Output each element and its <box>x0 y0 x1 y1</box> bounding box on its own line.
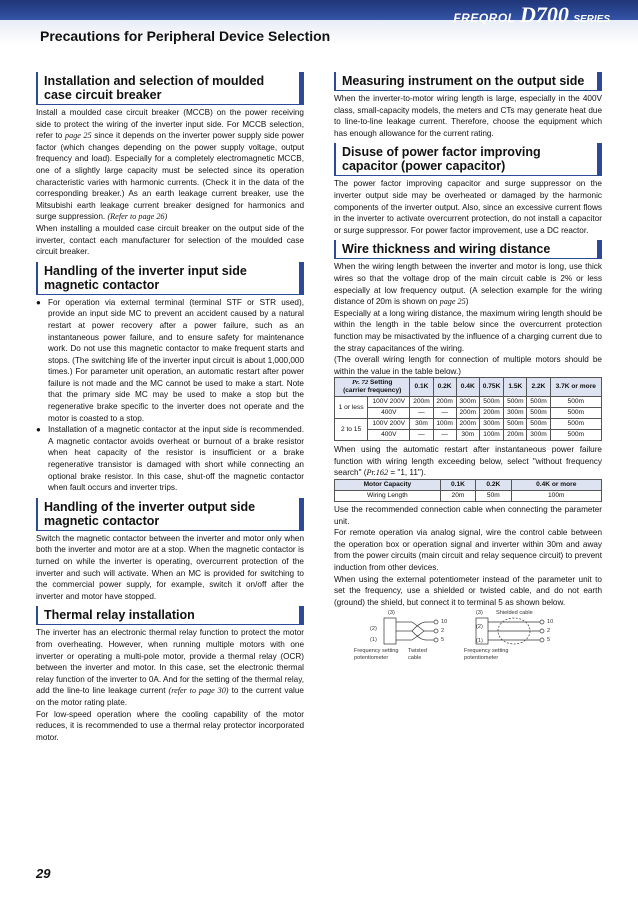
table-cell: 200m <box>456 408 479 419</box>
section-measuring <box>334 72 602 139</box>
table-cell: 200m <box>456 419 479 430</box>
table-cell: 400V <box>368 430 410 441</box>
table-cell: 100m <box>433 419 456 430</box>
table-cell: 100m <box>479 430 503 441</box>
paragraph: The power factor improving capacitor and surge suppressor on the inverter output side may be overheated or damaged by the harmonic components of the inverter output. Also, since an excessive current flows in the inverter to activate overcurrent protection, do not install a capacitor or surge suppressor. For power factor improvement, use a DC reactor. <box>334 179 602 235</box>
paragraph: Especially at a long wiring distance, the maximum wiring length should be within the length in the table below since the overcurrent protection function may be misactivated by the influence of a charging current due to the stray capacitances of the wiring. <box>334 308 602 353</box>
text: to the current value on the motor rating plate. <box>36 686 304 707</box>
text: Setting <box>370 379 393 387</box>
terminal-number: 5 <box>441 637 445 644</box>
paragraph: When using the external potentiometer instead of the parameter unit to set the frequency, use a shielded or twisted cable, and do not earth (ground) the shield, but connect it to terminal 5 as shown below. <box>334 574 602 607</box>
brand-model: D700 <box>519 2 569 27</box>
table-cell: 400V <box>368 408 410 419</box>
table-row <box>335 419 602 430</box>
paragraph <box>36 107 304 223</box>
table-cell: 100m <box>511 491 601 502</box>
brand-prefix: FREQROL <box>453 11 516 25</box>
table-cell: 100V 200V <box>368 397 410 408</box>
table-header-cell: 0.2K <box>433 378 456 397</box>
table-header-cell: 1.5K <box>504 378 527 397</box>
paragraph: For low-speed operation where the cooling capability of the motor reduces, it is recommended to use a thermal relay protector incorporated motor. <box>36 709 304 742</box>
table-row <box>335 408 602 419</box>
page-number: 29 <box>36 866 51 881</box>
table-cell: 300m <box>456 397 479 408</box>
table-header-cell: 2.2K <box>527 378 550 397</box>
section-output-mc <box>36 498 304 603</box>
section-heading <box>36 262 304 295</box>
section-wiring <box>334 240 602 676</box>
page-reference: (refer to page 30) <box>168 686 229 696</box>
terminal-number: 10 <box>547 619 554 626</box>
table-cell: 30m <box>456 430 479 441</box>
diagram-caption: Shielded cable <box>496 610 533 617</box>
section-capacitor <box>334 143 602 236</box>
terminal-number: 10 <box>441 619 448 626</box>
table-header-cell <box>335 378 410 397</box>
diagram-caption: Frequency setting potentiometer <box>354 648 399 661</box>
table-cell: 200m <box>433 397 456 408</box>
right-column <box>334 72 602 680</box>
table-cell: 500m <box>479 397 503 408</box>
table-row <box>335 491 602 502</box>
section-heading <box>334 143 602 176</box>
left-column <box>36 72 304 747</box>
table-header-cell: 3.7K or more <box>550 378 601 397</box>
terminal-number: 5 <box>547 637 551 644</box>
table-cell: 200m <box>504 430 527 441</box>
table-cell: 500m <box>527 408 550 419</box>
table-cell: 100V 200V <box>368 419 410 430</box>
table-cell: 500m <box>504 419 527 430</box>
terminal-label: (3) <box>476 610 483 617</box>
terminal-label: (1) <box>476 638 483 645</box>
table-cell: 500m <box>550 419 601 430</box>
restart-wiring-table <box>334 479 602 502</box>
table-header-cell: 0.1K <box>440 480 475 491</box>
text: = "1, 11"). <box>388 468 426 478</box>
table-cell: 500m <box>550 397 601 408</box>
table-header-cell: 0.2K <box>476 480 511 491</box>
paragraph <box>334 444 602 479</box>
table-cell: — <box>433 430 456 441</box>
page-title: Precautions for Peripheral Device Selection <box>40 28 331 44</box>
heading-text: Installation and selection of moulded case circuit breaker <box>44 74 265 102</box>
table-cell: — <box>410 408 433 419</box>
heading-text: Wire thickness and wiring distance <box>342 242 551 257</box>
heading-text: Handling of the inverter output side magnetic contactor <box>44 499 256 528</box>
terminal-label: (2) <box>476 624 483 631</box>
table-cell: 200m <box>410 397 433 408</box>
section-thermal-relay <box>36 606 304 743</box>
paragraph: Switch the magnetic contactor between the inverter and motor only when both the inverter and motor are at a stop. When the magnetic contactor is turned on while the inverter is operating, overcurrent protection of the inverter and such will activate. When an MC is provided for switching to the commercial power supply, for example, switch it on/off after the inverter and motor have stopped. <box>36 533 304 601</box>
brand-suffix: SERIES <box>573 14 610 25</box>
paragraph: When the inverter-to-motor wiring length is large, especially in the 400V class, small-capacity models, the meters and CTs may generate heat due to line-to-line leakage current. Therefore, choose the equipment which has enough allowance for the current rating. <box>334 94 602 138</box>
table-cell: 300m <box>479 419 503 430</box>
potentiometer-left <box>384 618 396 644</box>
header-bar <box>0 0 638 56</box>
table-row <box>335 430 602 441</box>
terminal-number: 2 <box>441 628 445 635</box>
table-cell: 500m <box>527 419 550 430</box>
table-header-cell: Motor Capacity <box>335 480 441 491</box>
terminal-label: (2) <box>370 626 377 633</box>
text: When using the automatic restart after instantaneous power failure function with wiring length exceeding below, select "without frequency search" ( <box>334 445 602 478</box>
table-cell: 2 to 15 <box>335 419 368 441</box>
bullet-text: Installation of a magnetic contactor at the input side is recommended. A magnetic contactor avoids overheat or burnout of a brake resistor when heat capacity of the resistor is insufficient or a brake regenerative transistor is damaged with short while connecting an optional brake resistor. In this case, shut-off the magnetic contactor when fault occurs and inverter trips. <box>48 425 304 493</box>
table-cell: 1 or less <box>335 397 368 419</box>
page-reference: page 25 <box>439 297 466 307</box>
paragraph: (The overall wiring length for connection of multiple motors should be within the value in the table below.) <box>334 355 602 376</box>
table-cell: 20m <box>440 491 475 502</box>
section-heading <box>334 72 602 91</box>
table-cell: 500m <box>527 397 550 408</box>
heading-text: Disuse of power factor improving capacitor (power capacitor) <box>342 145 541 174</box>
paragraph: Use the recommended connection cable when connecting the parameter unit. <box>334 505 602 526</box>
bullet-item <box>36 424 304 494</box>
heading-text: Thermal relay installation <box>44 608 195 623</box>
diagram-caption: Twisted cable <box>408 648 427 661</box>
table-header-cell: 0.4K <box>456 378 479 397</box>
table-cell: 500m <box>550 408 601 419</box>
table-cell: — <box>410 430 433 441</box>
diagram-caption: Frequency setting potentiometer <box>464 648 509 661</box>
section-input-mc <box>36 262 304 494</box>
section-heading <box>36 498 304 531</box>
table-cell: 30m <box>410 419 433 430</box>
page-reference: (Refer to page 26) <box>107 212 168 222</box>
table-cell: — <box>433 408 456 419</box>
table-header-cell: 0.1K <box>410 378 433 397</box>
potentiometer-wiring-diagram <box>334 610 602 676</box>
section-heading <box>36 606 304 625</box>
table-row <box>335 397 602 408</box>
table-cell: 200m <box>479 408 503 419</box>
param-ref: Pr. 72 <box>352 379 369 387</box>
text: (carrier frequency) <box>343 387 402 395</box>
table-cell: 300m <box>504 408 527 419</box>
terminal-number: 2 <box>547 628 551 635</box>
brand-logo <box>453 2 610 28</box>
paragraph <box>36 627 304 708</box>
paragraph: When installing a moulded case circuit breaker on the output side of the inverter, contact each manufacturer for selection of the moulded case circuit breaker. <box>36 223 304 257</box>
heading-text: Measuring instrument on the output side <box>342 74 585 88</box>
bullet-text: For operation via external terminal (terminal STF or STR used), provide an input side MC to prevent an accident caused by a natural restart at power recovery after a power failure, such as an instantaneous power failure, and to ensure safety for maintenance work. Do not use this magnetic contactor to make frequent starts and stops. (The switching life of the inverter input circuit is about 1,000,000 times.) For parameter unit operation, an automatic restart after power failure is not made and the MC cannot be used to make a start. Note that the primary side MC may be used to make a stop but the regenerative brake specific to the inverter does not operate and the motor is coasted to a stop. <box>48 297 304 423</box>
terminal-label: (3) <box>388 610 395 617</box>
bullet-icon: ● <box>36 297 41 307</box>
table-header-cell: 0.75K <box>479 378 503 397</box>
wiring-length-table <box>334 377 602 441</box>
bullet-icon: ● <box>36 425 41 435</box>
text: The inverter has an electronic thermal relay function to protect the motor from overheating. However, when running multiple motors with one inverter or operating a multi-pole motor, provide a thermal relay (OCR) between the inverter and motor. In this case, set the electronic thermal relay function of the inverter to 0A. And for the setting of the thermal relay, add the line-to line leakage current <box>36 628 304 696</box>
table-cell: 300m <box>527 430 550 441</box>
table-header-cell: 0.4K or more <box>511 480 601 491</box>
section-mccb <box>36 72 304 258</box>
paragraph: For remote operation via analog signal, wire the control cable between the operation box or operation signal and inverter within 30m and away from the power circuits (main circuit and relay sequence circuit) to prevent induction from other devices. <box>334 528 602 573</box>
table-cell: Wiring Length <box>335 491 441 502</box>
paragraph <box>334 261 602 307</box>
heading-text: Handling of the inverter input side magnetic contactor <box>44 263 247 292</box>
table-header-row <box>335 378 602 397</box>
table-header-row <box>335 480 602 491</box>
section-heading <box>334 240 602 259</box>
table-cell: 500m <box>504 397 527 408</box>
text: When the wiring length between the inverter and motor is long, use thick wires so that the voltage drop of the main circuit cable is 2% or less especially at low frequency output. (A selection example for the wiring distance of 20m is shown on <box>334 262 602 307</box>
text: since it depends on the inverter power supply side power factor (which changes depending on the power supply voltage, output frequency and load). Especially for a completely electromagnetic MCCB, one of a slightly large capacity must be selected since its operation characteristic varies with harmonic currents. (Check it in the data of the corresponding breaker.) As an earth leakage current breaker, use the Mitsubishi earth leakage current breaker designed for harmonics and surge suppression. <box>36 131 305 222</box>
page-reference: page 25 <box>65 131 92 141</box>
table-cell: 50m <box>476 491 511 502</box>
terminal-label: (1) <box>370 637 377 644</box>
param-ref: Pr.162 <box>366 468 389 478</box>
text: ) <box>465 297 469 307</box>
section-heading <box>36 72 304 105</box>
text: Install a moulded case circuit breaker (MCCB) on the power receiving side to protect the wiring of the inverter input side. For MCCB selection, refer to <box>36 108 304 141</box>
bullet-item <box>36 297 304 425</box>
table-cell: 500m <box>550 430 601 441</box>
